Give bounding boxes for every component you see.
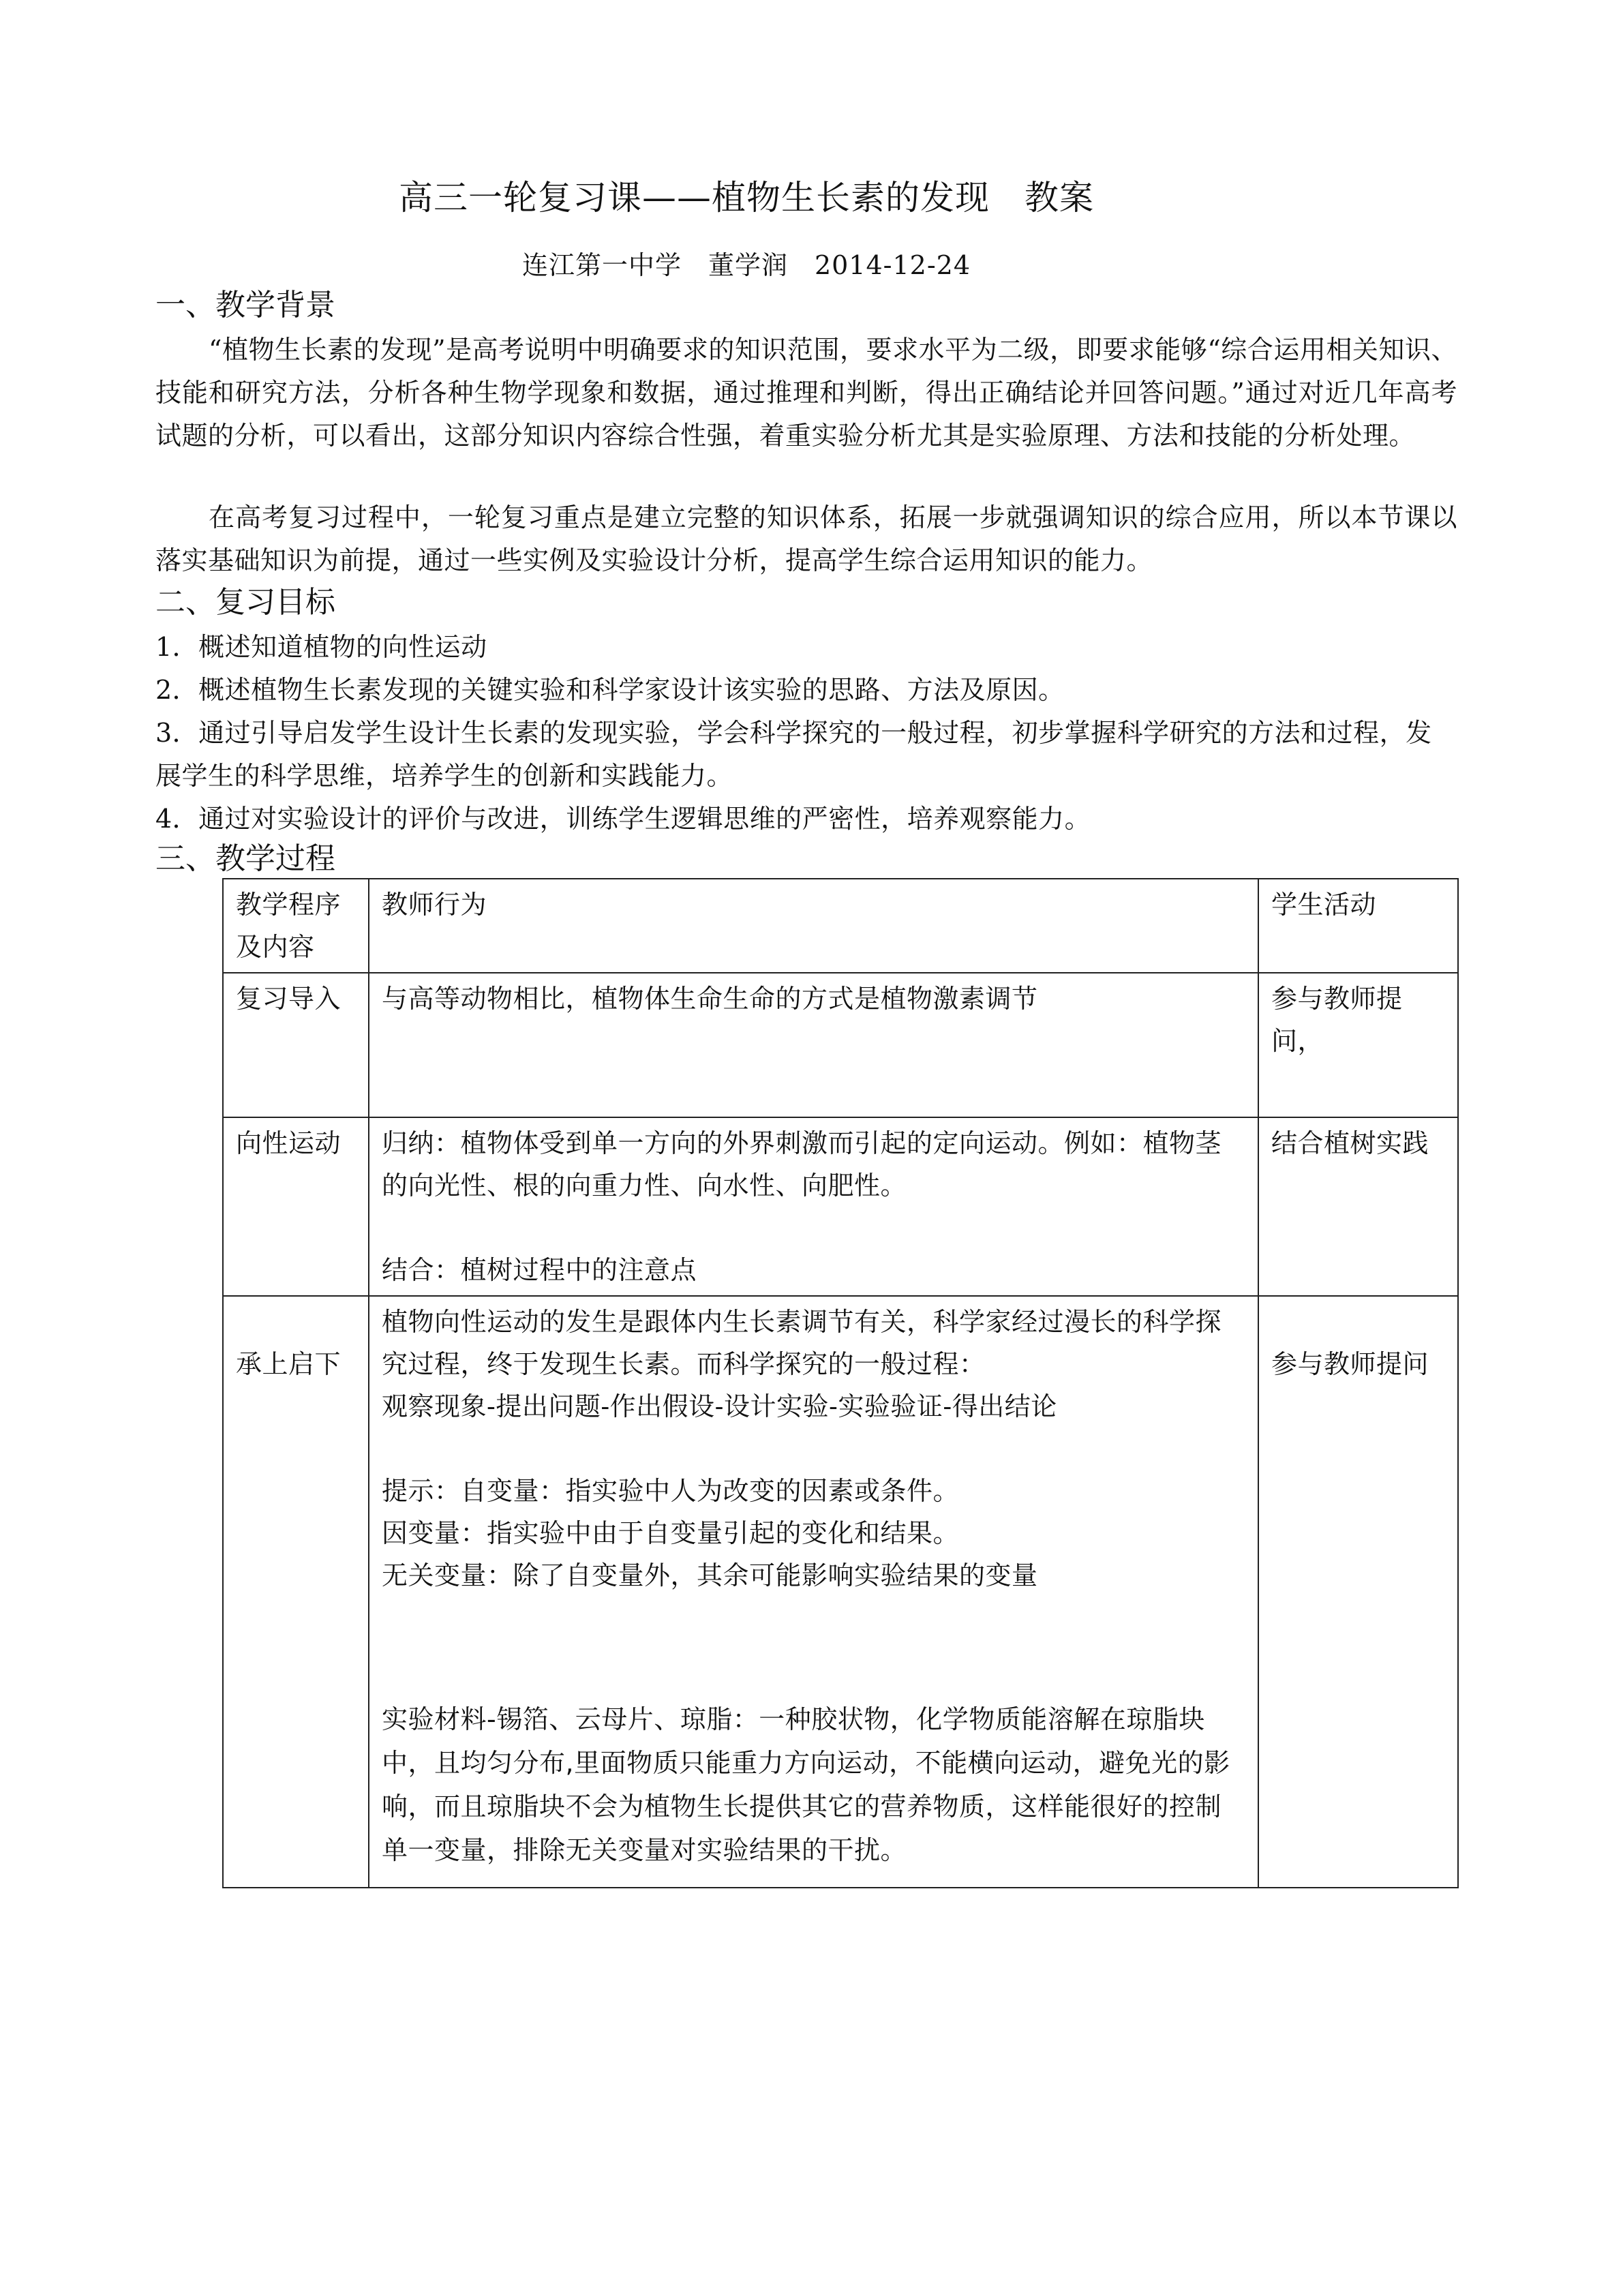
section-heading-process: 三、教学过程 — [155, 841, 335, 876]
byline: 连江第一中学 董学润 2014-12-24 — [521, 250, 971, 280]
teacher-line: 植物向性运动的发生是跟体内生长素调节有关，科学家经过漫长的科学探究过程，终于发现生长素。而科学探究的一般过程： — [382, 1307, 1222, 1379]
teacher-cell — [369, 1296, 1258, 1888]
stage-cell — [223, 1296, 369, 1888]
teacher-cell — [369, 973, 1258, 1117]
table-row — [223, 973, 1458, 1117]
teacher-line: 归纳：植物体受到单一方向的外界刺激而引起的定向运动。例如：植物茎的向光性、根的向重力性、向水性、向肥性。 — [382, 1128, 1222, 1200]
student-label: 参与教师提问 — [1271, 1349, 1429, 1379]
teacher-line: 结合：植树过程中的注意点 — [382, 1255, 697, 1285]
teacher-line: 与高等动物相比，植物体生命生命的方式是植物激素调节 — [382, 984, 1038, 1014]
goal-item-2: 2．概述植物生长素发现的关键实验和科学家设计该实验的思路、方法及原因。 — [155, 675, 1065, 705]
background-paragraph-2: 在高考复习过程中，一轮复习重点是建立完整的知识体系，拓展一步就强调知识的综合应用，所以本节课以落实基础知识为前提，通过一些实例及实验设计分析，提高学生综合运用知识的能力。 — [155, 502, 1457, 575]
goal-item-4: 4．通过对实验设计的评价与改进，训练学生逻辑思维的严密性，培养观察能力。 — [155, 804, 1091, 834]
section-heading-goals: 二、复习目标 — [155, 585, 335, 620]
teacher-line: 观察现象-提出问题-作出假设-设计实验-实验验证-得出结论 — [382, 1391, 1057, 1421]
table-row — [223, 1117, 1458, 1296]
stage-cell: 向性运动 — [223, 1117, 369, 1296]
header-student: 学生活动 — [1258, 879, 1458, 973]
background-paragraph-1: “植物生长素的发现”是高考说明中明确要求的知识范围，要求水平为二级，即要求能够“综合运用相关知识、技能和研究方法，分析各种生物学现象和数据，通过推理和判断，得出正确结论并回答问题。”通过对近几年高考试题的分析，可以看出，这部分知识内容综合性强，着重实验分析尤其是实验原理、方法和技能的分析处理。 — [155, 335, 1457, 451]
teacher-line: 因变量：指实验中由于自变量引起的变化和结果。 — [382, 1518, 960, 1548]
page-title: 高三一轮复习课——植物生长素的发现 教案 — [399, 178, 1094, 217]
teaching-process-table — [222, 878, 1459, 1888]
table-row — [223, 1296, 1458, 1888]
stage-cell: 复习导入 — [223, 973, 369, 1117]
teacher-materials-note: 实验材料-锡箔、云母片、琼脂：一种胶状物，化学物质能溶解在琼脂块中，且均匀分布,里面物质只能重力方向运动，不能横向运动，避免光的影响，而且琼脂块不会为植物生长提供其它的营养物质，这样能很好的控制单一变量，排除无关变量对实验结果的干扰。 — [382, 1704, 1230, 1865]
section-heading-background: 一、教学背景 — [155, 288, 335, 322]
stage-label: 承上启下 — [236, 1349, 342, 1379]
student-cell — [1258, 1296, 1458, 1888]
header-stage: 教学程序及内容 — [223, 879, 369, 973]
teacher-cell — [369, 1117, 1258, 1296]
student-cell: 参与教师提问， — [1258, 973, 1458, 1117]
table-header-row — [223, 879, 1458, 973]
goal-item-1: 1．概述知道植物的向性运动 — [155, 632, 487, 662]
header-teacher: 教师行为 — [369, 879, 1258, 973]
goal-item-3: 3．通过引导启发学生设计生长素的发现实验，学会科学探究的一般过程，初步掌握科学研究的方法和过程，发展学生的科学思维，培养学生的创新和实践能力。 — [155, 718, 1432, 791]
student-cell: 结合植树实践 — [1258, 1117, 1458, 1296]
teacher-line: 无关变量：除了自变量外，其余可能影响实验结果的变量 — [382, 1560, 1038, 1590]
teacher-line: 提示：自变量：指实验中人为改变的因素或条件。 — [382, 1476, 960, 1506]
